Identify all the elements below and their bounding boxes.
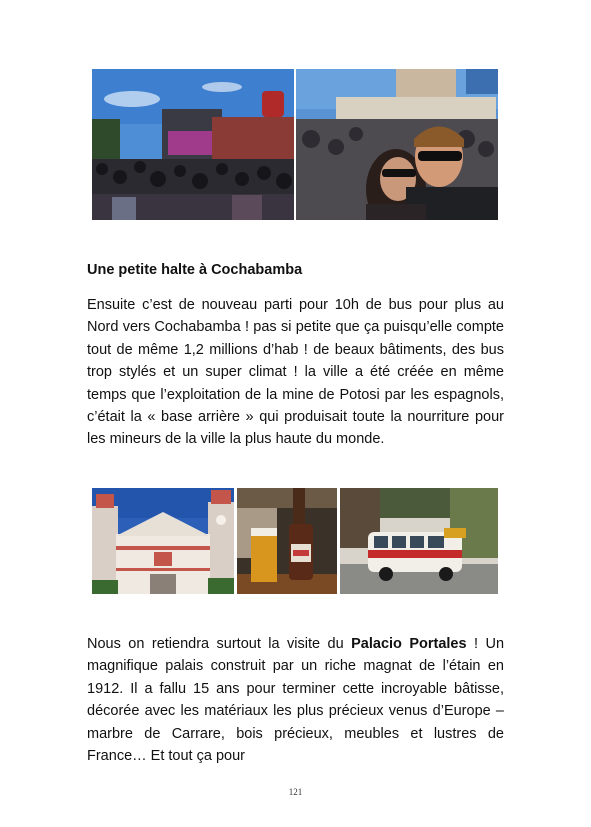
palacio-portales-bold: Palacio Portales <box>351 636 467 652</box>
section-heading: Une petite halte à Cochabamba <box>87 262 303 278</box>
photo-couple-selfie <box>296 69 498 220</box>
paragraph-text-end: ! Un magnifique palais construit par un riche magnat de l’étain en 1912. Il a fallu 15 ans pour terminer cette incroyable bâtisse, décorée avec les matériaux les plus précieux venus d’Europe – marbre de Carrare, bois précieux, meubles et lustres de France… Et tout ça pour <box>87 636 505 765</box>
photo-concert-crowd <box>92 69 294 220</box>
paragraph-cochabamba: Ensuite c’est de nouveau parti pour 10h de bus pour plus au Nord vers Cochabamba ! pas si petite que ça puisqu’elle compte tout de même 1,2 millions d’hab ! de beaux bâtiments, des bus trop stylés et un super climat ! la ville a été créée en même temps que l’exploitation de la mine de Potosi par les espagnols, c’était la « base arrière » qui produisait toute la nourriture pour les mineurs de la ville la plus haute du monde. <box>87 297 504 448</box>
paragraph-text-start: Nous on retiendra surtout la visite du <box>87 636 352 652</box>
page-number: 121 <box>288 787 303 797</box>
photo-church <box>92 488 234 594</box>
paragraph-palacio-portales <box>87 633 504 767</box>
photo-beer-bottle <box>237 488 337 594</box>
photo-street-bus <box>340 488 498 594</box>
